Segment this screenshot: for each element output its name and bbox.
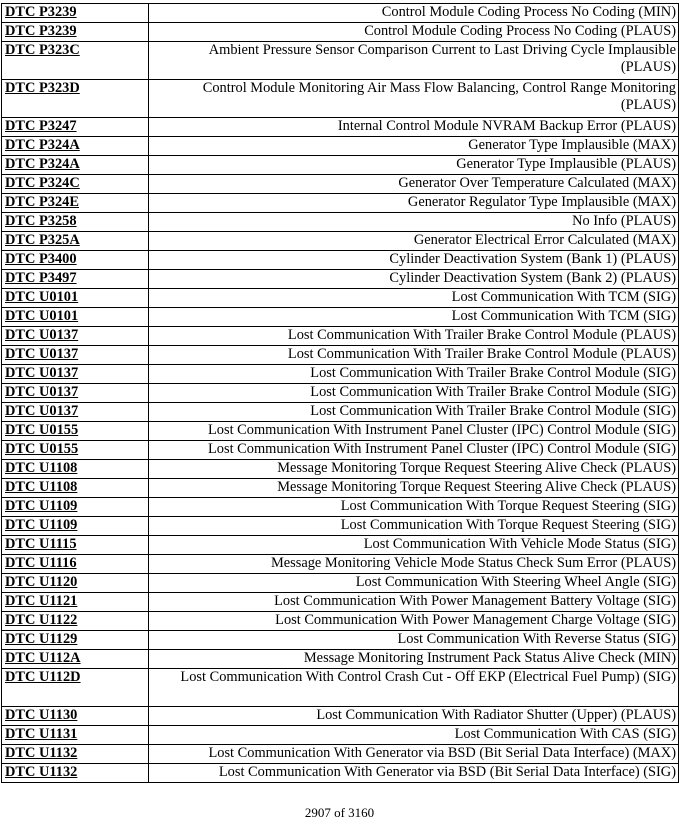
table-row — [2, 23, 679, 42]
dtc-code-link[interactable]: DTC U1131 — [2, 726, 149, 745]
table-row — [2, 441, 679, 460]
table-row — [2, 517, 679, 536]
dtc-description: Lost Communication With Trailer Brake Control Module (SIG) — [149, 384, 679, 403]
dtc-description: Generator Electrical Error Calculated (MAX) — [149, 232, 679, 251]
dtc-code-link[interactable]: DTC U1120 — [2, 574, 149, 593]
table-row — [2, 384, 679, 403]
dtc-description: Control Module Coding Process No Coding (MIN) — [149, 4, 679, 23]
table-row — [2, 346, 679, 365]
dtc-description: Cylinder Deactivation System (Bank 2) (PLAUS) — [149, 270, 679, 289]
dtc-code-link[interactable]: DTC U0155 — [2, 441, 149, 460]
table-row — [2, 536, 679, 555]
table-row — [2, 213, 679, 232]
dtc-description: Lost Communication With CAS (SIG) — [149, 726, 679, 745]
table-row — [2, 194, 679, 213]
table-row — [2, 80, 679, 118]
dtc-code-link[interactable]: DTC P3497 — [2, 270, 149, 289]
dtc-description: Ambient Pressure Sensor Comparison Current to Last Driving Cycle Implausible (PLAUS) — [149, 42, 679, 80]
dtc-description: Lost Communication With Trailer Brake Control Module (SIG) — [149, 365, 679, 384]
dtc-description: Control Module Coding Process No Coding (PLAUS) — [149, 23, 679, 42]
table-row — [2, 270, 679, 289]
dtc-description: Lost Communication With Radiator Shutter (Upper) (PLAUS) — [149, 707, 679, 726]
dtc-description: Lost Communication With Steering Wheel Angle (SIG) — [149, 574, 679, 593]
dtc-table-body — [2, 4, 679, 783]
table-row — [2, 669, 679, 707]
dtc-description: Lost Communication With Control Crash Cut - Off EKP (Electrical Fuel Pump) (SIG) — [149, 669, 679, 707]
dtc-code-link[interactable]: DTC P3239 — [2, 23, 149, 42]
table-row — [2, 327, 679, 346]
dtc-code-link[interactable]: DTC P324A — [2, 137, 149, 156]
dtc-code-link[interactable]: DTC U1115 — [2, 536, 149, 555]
table-row — [2, 593, 679, 612]
dtc-table — [1, 3, 679, 783]
table-row — [2, 251, 679, 270]
dtc-description: Generator Regulator Type Implausible (MAX) — [149, 194, 679, 213]
dtc-code-link[interactable]: DTC U112D — [2, 669, 149, 707]
table-row — [2, 308, 679, 327]
dtc-code-link[interactable]: DTC U1132 — [2, 764, 149, 783]
dtc-description: Lost Communication With Vehicle Mode Status (SIG) — [149, 536, 679, 555]
dtc-code-link[interactable]: DTC U0137 — [2, 384, 149, 403]
table-row — [2, 289, 679, 308]
table-row — [2, 555, 679, 574]
dtc-code-link[interactable]: DTC P324E — [2, 194, 149, 213]
table-row — [2, 365, 679, 384]
table-row — [2, 574, 679, 593]
dtc-code-link[interactable]: DTC P3400 — [2, 251, 149, 270]
dtc-description: Message Monitoring Torque Request Steering Alive Check (PLAUS) — [149, 460, 679, 479]
table-row — [2, 118, 679, 137]
table-row — [2, 726, 679, 745]
dtc-description: Message Monitoring Vehicle Mode Status Check Sum Error (PLAUS) — [149, 555, 679, 574]
dtc-code-link[interactable]: DTC P324A — [2, 156, 149, 175]
dtc-description: Lost Communication With Trailer Brake Control Module (PLAUS) — [149, 327, 679, 346]
dtc-code-link[interactable]: DTC U0137 — [2, 346, 149, 365]
dtc-description: Lost Communication With Generator via BSD (Bit Serial Data Interface) (SIG) — [149, 764, 679, 783]
dtc-code-link[interactable]: DTC P323C — [2, 42, 149, 80]
dtc-code-link[interactable]: DTC U1121 — [2, 593, 149, 612]
dtc-description: Lost Communication With Power Management Charge Voltage (SIG) — [149, 612, 679, 631]
dtc-description: Lost Communication With Generator via BSD (Bit Serial Data Interface) (MAX) — [149, 745, 679, 764]
table-row — [2, 232, 679, 251]
dtc-description: Lost Communication With Instrument Panel Cluster (IPC) Control Module (SIG) — [149, 441, 679, 460]
table-row — [2, 650, 679, 669]
dtc-code-link[interactable]: DTC U1108 — [2, 460, 149, 479]
dtc-description: Lost Communication With Power Management Battery Voltage (SIG) — [149, 593, 679, 612]
dtc-code-link[interactable]: DTC U112A — [2, 650, 149, 669]
dtc-description: Lost Communication With Trailer Brake Control Module (SIG) — [149, 403, 679, 422]
table-row — [2, 612, 679, 631]
dtc-code-link[interactable]: DTC U0137 — [2, 365, 149, 384]
table-row — [2, 460, 679, 479]
dtc-code-link[interactable]: DTC U1109 — [2, 517, 149, 536]
dtc-code-link[interactable]: DTC U0101 — [2, 289, 149, 308]
dtc-code-link[interactable]: DTC U1129 — [2, 631, 149, 650]
dtc-code-link[interactable]: DTC U1116 — [2, 555, 149, 574]
dtc-code-link[interactable]: DTC U0101 — [2, 308, 149, 327]
dtc-description: Lost Communication With TCM (SIG) — [149, 289, 679, 308]
table-row — [2, 156, 679, 175]
dtc-description: Lost Communication With TCM (SIG) — [149, 308, 679, 327]
table-row — [2, 764, 679, 783]
dtc-description: Lost Communication With Reverse Status (SIG) — [149, 631, 679, 650]
table-row — [2, 498, 679, 517]
dtc-code-link[interactable]: DTC U0137 — [2, 403, 149, 422]
dtc-code-link[interactable]: DTC U1109 — [2, 498, 149, 517]
table-row — [2, 137, 679, 156]
dtc-description: Generator Type Implausible (PLAUS) — [149, 156, 679, 175]
dtc-code-link[interactable]: DTC P3258 — [2, 213, 149, 232]
dtc-code-link[interactable]: DTC U0137 — [2, 327, 149, 346]
dtc-code-link[interactable]: DTC U1132 — [2, 745, 149, 764]
dtc-description: Internal Control Module NVRAM Backup Error (PLAUS) — [149, 118, 679, 137]
dtc-description: Generator Over Temperature Calculated (MAX) — [149, 175, 679, 194]
table-row — [2, 422, 679, 441]
dtc-description: No Info (PLAUS) — [149, 213, 679, 232]
dtc-description: Cylinder Deactivation System (Bank 1) (PLAUS) — [149, 251, 679, 270]
table-row — [2, 42, 679, 80]
dtc-code-link[interactable]: DTC P323D — [2, 80, 149, 118]
table-row — [2, 479, 679, 498]
dtc-code-link[interactable]: DTC P325A — [2, 232, 149, 251]
table-row — [2, 631, 679, 650]
dtc-description: Lost Communication With Torque Request Steering (SIG) — [149, 498, 679, 517]
page-footer: 2907 of 3160 — [304, 805, 375, 820]
dtc-code-link[interactable]: DTC U1108 — [2, 479, 149, 498]
dtc-code-link[interactable]: DTC P3247 — [2, 118, 149, 137]
dtc-code-link[interactable]: DTC U0155 — [2, 422, 149, 441]
dtc-description: Lost Communication With Trailer Brake Control Module (PLAUS) — [149, 346, 679, 365]
dtc-code-link[interactable]: DTC P324C — [2, 175, 149, 194]
table-row — [2, 4, 679, 23]
dtc-description: Lost Communication With Torque Request Steering (SIG) — [149, 517, 679, 536]
dtc-code-link[interactable]: DTC P3239 — [2, 4, 149, 23]
dtc-description: Lost Communication With Instrument Panel Cluster (IPC) Control Module (SIG) — [149, 422, 679, 441]
table-row — [2, 707, 679, 726]
dtc-code-link[interactable]: DTC U1122 — [2, 612, 149, 631]
dtc-description: Message Monitoring Instrument Pack Status Alive Check (MIN) — [149, 650, 679, 669]
dtc-description: Message Monitoring Torque Request Steering Alive Check (PLAUS) — [149, 479, 679, 498]
dtc-description: Control Module Monitoring Air Mass Flow Balancing, Control Range Monitoring (PLAUS) — [149, 80, 679, 118]
dtc-code-link[interactable]: DTC U1130 — [2, 707, 149, 726]
dtc-description: Generator Type Implausible (MAX) — [149, 137, 679, 156]
table-row — [2, 175, 679, 194]
table-row — [2, 745, 679, 764]
table-row — [2, 403, 679, 422]
